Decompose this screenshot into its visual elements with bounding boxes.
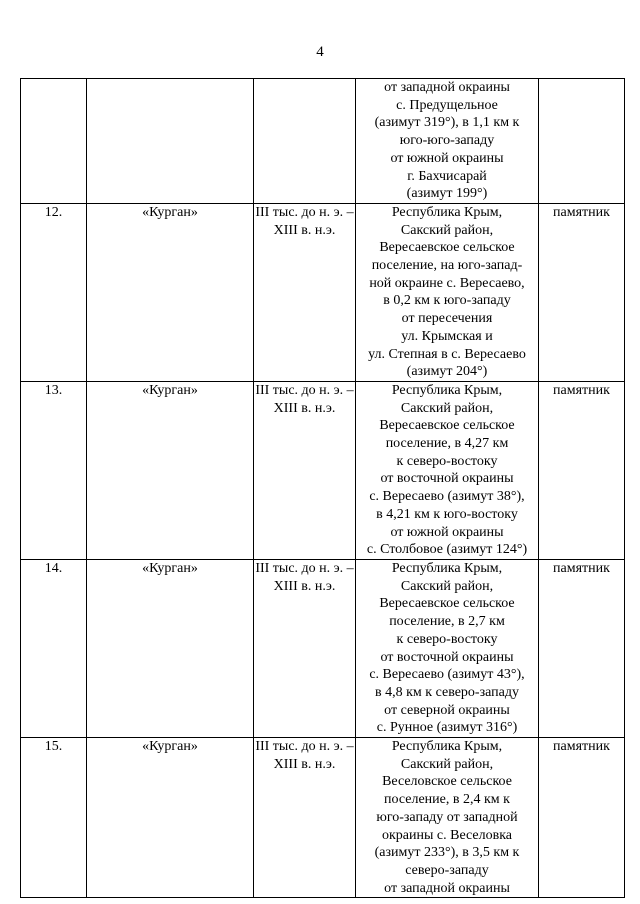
location-cell-line: (азимут 199°): [406, 186, 488, 202]
location-cell-line: (азимут 233°), в 3,5 км к: [374, 845, 520, 861]
location-cell-line: от северной окраины: [384, 702, 510, 718]
location-cell-line: Республика Крым,: [391, 739, 503, 755]
location-cell-line: Республика Крым,: [391, 560, 503, 576]
row-number-cell: 13.: [21, 381, 87, 559]
table-row: [21, 203, 625, 381]
dating-cell-line: III тыс. до н. э. –: [255, 382, 354, 398]
location-cell-line: Сакский район,: [400, 578, 494, 594]
row-number-cell: [21, 79, 87, 204]
object-name-cell: «Курган»: [87, 738, 254, 898]
location-cell-line: к северо-востоку: [396, 453, 498, 469]
location-cell-line: поселение, на юго-запад-: [371, 258, 523, 274]
dating-cell: [254, 559, 356, 737]
row-number-cell: 15.: [21, 738, 87, 898]
row-number-cell: 12.: [21, 203, 87, 381]
location-cell-line: Вересаевское сельское: [379, 418, 515, 434]
location-cell-line: поселение, в 4,27 км: [385, 436, 509, 452]
location-cell-line: юго-западу от западной: [376, 809, 518, 825]
dating-cell-line: XIII в. н.э.: [273, 756, 336, 772]
location-cell-line: ной окраине с. Вересаево,: [369, 275, 525, 291]
category-cell: памятник: [539, 738, 625, 898]
location-cell-line: Вересаевское сельское: [379, 240, 515, 256]
location-cell-line: с. Вересаево (азимут 43°),: [369, 667, 525, 683]
category-cell: памятник: [539, 381, 625, 559]
location-cell-line: (азимут 204°): [406, 364, 488, 380]
location-cell: [356, 203, 539, 381]
dating-cell-line: III тыс. до н. э. –: [255, 560, 354, 576]
location-cell-line: Вересаевское сельское: [379, 596, 515, 612]
location-cell-line: в 0,2 км к юго-западу: [383, 293, 511, 309]
table-body: [21, 79, 625, 898]
category-cell: памятник: [539, 559, 625, 737]
dating-cell: [254, 79, 356, 204]
dating-cell-line: III тыс. до н. э. –: [255, 739, 354, 755]
location-cell-line: поселение, в 2,7 км: [389, 614, 505, 630]
location-cell-line: в 4,8 км к северо-западу: [375, 684, 519, 700]
location-cell-line: Сакский район,: [400, 400, 494, 416]
dating-cell: [254, 381, 356, 559]
location-cell-line: от южной окраины: [390, 150, 504, 166]
dating-cell: [254, 203, 356, 381]
object-name-cell: [87, 79, 254, 204]
dating-cell-line: XIII в. н.э.: [273, 400, 336, 416]
location-cell-line: Сакский район,: [400, 756, 494, 772]
row-number-cell: 14.: [21, 559, 87, 737]
location-cell-line: ул. Крымская и: [401, 328, 493, 344]
location-cell-line: с. Вересаево (азимут 38°),: [369, 489, 525, 505]
location-cell: [356, 79, 539, 204]
dating-cell-line: III тыс. до н. э. –: [255, 204, 354, 220]
dating-cell-line: XIII в. н.э.: [273, 578, 336, 594]
location-cell-line: в 4,21 км к юго-востоку: [376, 506, 518, 522]
location-cell-line: северо-западу: [405, 862, 489, 878]
location-cell-line: от восточной окраины: [380, 471, 514, 487]
location-cell-line: Республика Крым,: [391, 204, 503, 220]
location-cell-line: г. Бахчисарай: [407, 168, 487, 184]
table-row: [21, 738, 625, 898]
heritage-registry-table: [20, 78, 625, 898]
object-name-cell: «Курган»: [87, 203, 254, 381]
location-cell-line: от западной окраины: [384, 880, 510, 896]
location-cell: [356, 738, 539, 898]
category-cell: [539, 79, 625, 204]
location-cell-line: с. Столбовое (азимут 124°): [366, 542, 528, 558]
location-cell-line: Республика Крым,: [391, 382, 503, 398]
location-cell-line: от восточной окраины: [380, 649, 514, 665]
category-cell: памятник: [539, 203, 625, 381]
location-cell: [356, 559, 539, 737]
location-cell-line: юго-юго-западу: [399, 133, 495, 149]
location-cell-line: с. Предущельное: [396, 97, 498, 113]
table-row: [21, 559, 625, 737]
location-cell-line: от южной окраины: [390, 524, 504, 540]
location-cell-line: с. Рунное (азимут 316°): [376, 720, 518, 736]
location-cell: [356, 381, 539, 559]
location-cell-line: Веселовское сельское: [382, 774, 512, 790]
location-cell-line: к северо-востоку: [396, 631, 498, 647]
object-name-cell: «Курган»: [87, 381, 254, 559]
table-row: [21, 79, 625, 204]
dating-cell: [254, 738, 356, 898]
location-cell-line: Сакский район,: [400, 222, 494, 238]
object-name-cell: «Курган»: [87, 559, 254, 737]
location-cell-line: (азимут 319°), в 1,1 км к: [374, 115, 520, 131]
location-cell-line: от западной окраины: [384, 80, 510, 95]
table-row: [21, 381, 625, 559]
location-cell-line: окраины с. Веселовка: [381, 827, 513, 843]
location-cell-line: ул. Степная в с. Вересаево: [368, 346, 526, 362]
page-number: 4: [316, 44, 324, 60]
location-cell-line: поселение, в 2,4 км к: [384, 792, 510, 808]
dating-cell-line: XIII в. н.э.: [273, 222, 336, 238]
location-cell-line: от пересечения: [401, 311, 493, 327]
